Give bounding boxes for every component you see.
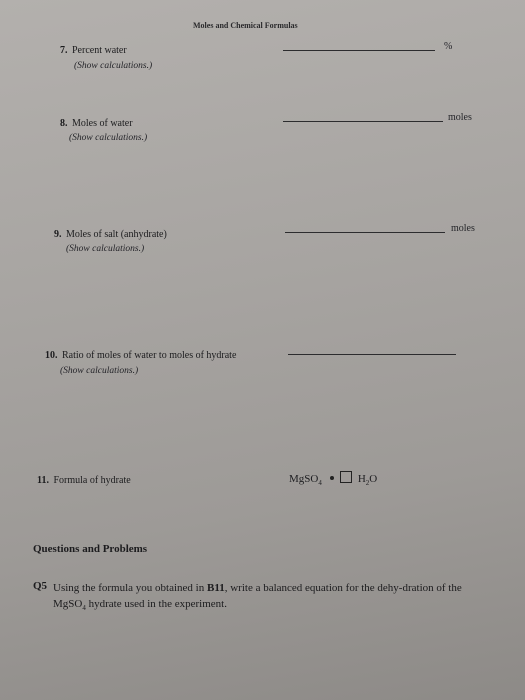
item-7-answer-line[interactable] [283, 50, 435, 51]
item-11-number: 11. [37, 475, 49, 486]
item-10-number: 10. [45, 350, 58, 361]
item-8-answer-line[interactable] [283, 121, 443, 122]
item-9-answer-line[interactable] [285, 232, 445, 233]
item-11-label [37, 475, 131, 486]
hydrate-dot-icon [330, 476, 334, 480]
section-title: Questions and Problems [33, 543, 148, 555]
item-8-unit: moles [448, 112, 472, 123]
hydrate-formula [289, 471, 377, 487]
q5-ref: B11 [206, 582, 225, 594]
q5-compound: MgSO [53, 598, 83, 610]
formula-salt-subscript: 4 [318, 479, 322, 488]
item-9-text: Moles of salt (anhydrate) [66, 229, 167, 240]
item-8-number: 8. [60, 118, 68, 129]
item-11-text: Formula of hydrate [53, 475, 131, 486]
q5-text-part2: , write a balanced equation for the dehy-dration of the [224, 582, 462, 594]
item-9-unit: moles [451, 223, 475, 234]
item-9-calc-note: (Show calculations.) [66, 244, 145, 254]
item-9-label [54, 229, 167, 240]
formula-water-subscript: 2 [365, 479, 370, 488]
item-8-text: Moles of water [72, 118, 133, 129]
formula-water-o: O [369, 473, 378, 485]
q5-text-part1: Using the formula you obtained in [53, 582, 207, 594]
item-7-label [60, 45, 127, 56]
item-8-label [60, 118, 133, 129]
item-7-unit: % [444, 41, 453, 52]
item-10-label [45, 350, 236, 361]
item-9-number: 9. [54, 229, 62, 240]
item-7-text: Percent water [72, 45, 127, 56]
water-coefficient-box[interactable] [340, 471, 352, 483]
q5-text-part3: hydrate used in the experiment. [85, 598, 227, 610]
item-10-text: Ratio of moles of water to moles of hydrate [62, 350, 237, 361]
q5-text [53, 580, 468, 616]
item-7-number: 7. [60, 45, 68, 56]
page-header-title: Moles and Chemical Formulas [193, 21, 298, 30]
item-10-answer-line[interactable] [288, 354, 456, 355]
item-7-calc-note: (Show calculations.) [74, 61, 153, 71]
formula-salt: MgSO [289, 473, 319, 485]
q5-label: Q5 [33, 580, 48, 592]
item-10-calc-note: (Show calculations.) [60, 366, 139, 376]
item-8-calc-note: (Show calculations.) [69, 133, 148, 143]
q5-compound-subscript: 4 [82, 604, 86, 613]
formula-water-h: H [357, 473, 366, 485]
